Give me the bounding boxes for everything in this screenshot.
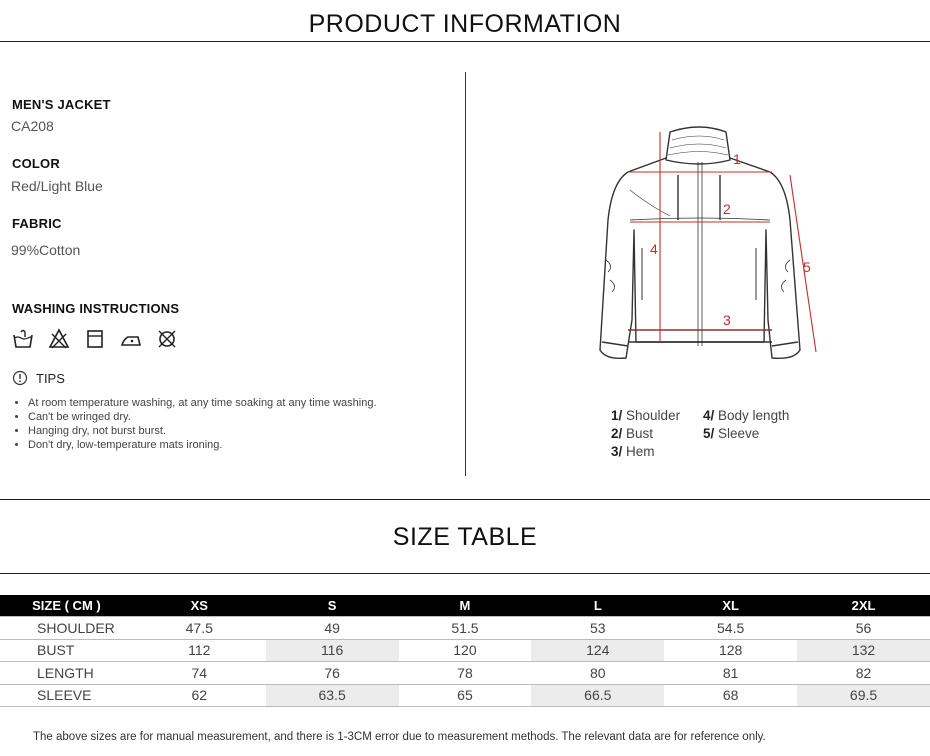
no-bleach-icon	[48, 328, 70, 350]
info-icon	[12, 370, 28, 386]
marker-1: 1	[733, 151, 741, 167]
table-cell: 66.5	[531, 684, 664, 707]
legend-num: 3/	[611, 444, 623, 459]
legend-num: 2/	[611, 426, 623, 441]
fabric-value: 99%Cotton	[11, 242, 81, 258]
legend-label: Sleeve	[718, 426, 760, 441]
table-cell: 128	[664, 639, 797, 662]
table-row	[0, 662, 930, 685]
jacket-label: MEN'S JACKET	[12, 97, 111, 112]
washing-icons	[12, 328, 178, 350]
size-header-cell: XL	[664, 595, 797, 617]
tips-header	[12, 370, 65, 386]
table-cell: 63.5	[266, 684, 399, 707]
title-divider	[0, 41, 930, 42]
tip-item: • Don't dry, low-temperature mats ironing.	[28, 438, 377, 452]
tip-item: • At room temperature washing, at any time soaking at any time washing.	[28, 396, 377, 410]
page-title: PRODUCT INFORMATION	[308, 10, 622, 38]
table-cell: 116	[266, 639, 399, 662]
size-header-cell: 2XL	[797, 595, 930, 617]
table-row	[0, 639, 930, 662]
row-label: SLEEVE	[0, 684, 133, 707]
table-cell: 49	[266, 617, 399, 640]
washing-label: WASHING INSTRUCTIONS	[12, 301, 180, 316]
table-cell: 74	[133, 662, 266, 685]
marker-3: 3	[723, 312, 731, 328]
size-header-cell: XS	[133, 595, 266, 617]
jacket-code: CA208	[11, 118, 54, 134]
table-cell: 81	[664, 662, 797, 685]
row-label: LENGTH	[0, 662, 133, 685]
table-cell: 124	[531, 639, 664, 662]
size-header-row	[0, 595, 930, 617]
table-cell: 53	[531, 617, 664, 640]
table-cell: 112	[133, 639, 266, 662]
tip-item: • Can't be wringed dry.	[28, 410, 377, 424]
table-row	[0, 684, 930, 707]
column-divider	[465, 72, 466, 476]
legend-item-hem	[611, 444, 655, 459]
tips-list	[12, 396, 377, 452]
size-top-divider	[0, 499, 930, 500]
table-cell: 68	[664, 684, 797, 707]
legend-item-sleeve	[703, 426, 759, 441]
size-header-cell: SIZE ( CM )	[0, 595, 133, 617]
table-cell: 69.5	[797, 684, 930, 707]
marker-4: 4	[650, 241, 658, 257]
legend-num: 5/	[703, 426, 715, 441]
row-label: SHOULDER	[0, 617, 133, 640]
legend-label: Hem	[626, 444, 655, 459]
size-header-cell: S	[266, 595, 399, 617]
table-cell: 56	[797, 617, 930, 640]
size-header-cell: M	[399, 595, 532, 617]
table-cell: 132	[797, 639, 930, 662]
table-cell: 120	[399, 639, 532, 662]
size-title-divider	[0, 573, 930, 574]
legend-item-body-length	[703, 408, 789, 423]
legend-num: 1/	[611, 408, 623, 423]
table-cell: 82	[797, 662, 930, 685]
table-cell: 62	[133, 684, 266, 707]
size-table	[0, 595, 930, 707]
fabric-label: FABRIC	[12, 216, 62, 231]
table-cell: 54.5	[664, 617, 797, 640]
row-label: BUST	[0, 639, 133, 662]
table-cell: 51.5	[399, 617, 532, 640]
size-table-title: SIZE TABLE	[392, 523, 538, 551]
hang-dry-icon	[84, 328, 106, 350]
size-header-cell: L	[531, 595, 664, 617]
legend-num: 4/	[703, 408, 715, 423]
color-value: Red/Light Blue	[11, 178, 103, 194]
tips-heading: TIPS	[36, 370, 65, 386]
legend-label: Body length	[718, 408, 790, 423]
legend-label: Bust	[626, 426, 654, 441]
legend-item-bust	[611, 426, 653, 441]
marker-5: 5	[803, 259, 811, 275]
legend-item-shoulder	[611, 408, 680, 423]
marker-2: 2	[723, 201, 731, 217]
color-label: COLOR	[12, 156, 60, 171]
table-cell: 76	[266, 662, 399, 685]
table-cell: 47.5	[133, 617, 266, 640]
table-row	[0, 617, 930, 640]
legend-label: Shoulder	[626, 408, 681, 423]
hand-wash-icon	[12, 328, 34, 350]
tip-item: • Hanging dry, not burst burst.	[28, 424, 377, 438]
jacket-diagram	[590, 120, 830, 370]
low-iron-icon	[120, 328, 142, 350]
table-cell: 78	[399, 662, 532, 685]
table-cell: 80	[531, 662, 664, 685]
table-cell: 65	[399, 684, 532, 707]
footnote: The above sizes are for manual measurement, and there is 1-3CM error due to measurement methods. The relevant data are for reference only.	[33, 731, 766, 743]
no-dry-clean-icon	[156, 328, 178, 350]
